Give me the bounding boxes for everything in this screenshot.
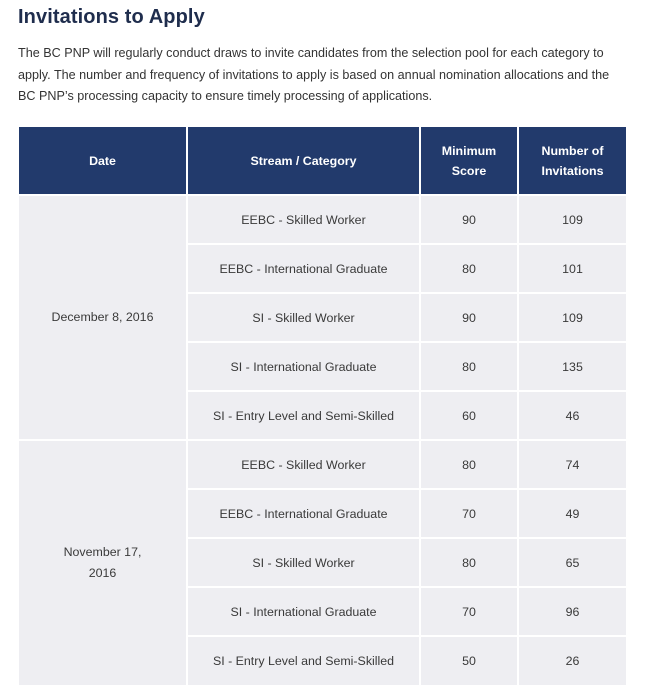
min-score-cell: 50 [420, 636, 518, 685]
invitations-cell: 49 [518, 489, 626, 538]
table-row [19, 440, 626, 489]
invitations-cell: 46 [518, 391, 626, 440]
invitations-cell: 65 [518, 538, 626, 587]
stream-cell: EEBC - Skilled Worker [187, 440, 420, 489]
min-score-cell: 80 [420, 244, 518, 293]
stream-cell: SI - International Graduate [187, 342, 420, 391]
header-number-of-invitations [518, 127, 626, 195]
header-row [19, 127, 626, 195]
table-header [19, 127, 626, 195]
invitations-cell: 109 [518, 293, 626, 342]
min-score-cell: 90 [420, 195, 518, 244]
header-minimum-score [420, 127, 518, 195]
date-cell-nov-17-2016 [19, 440, 187, 685]
stream-cell: SI - International Graduate [187, 587, 420, 636]
header-minimum-score-line1: Minimum [441, 143, 497, 158]
invitations-cell: 135 [518, 342, 626, 391]
min-score-cell: 70 [420, 489, 518, 538]
date-cell-dec-8-2016: December 8, 2016 [19, 195, 187, 440]
date-line2: 2016 [88, 566, 117, 580]
intro-paragraph: The BC PNP will regularly conduct draws to invite candidates from the selection pool for each category to apply. The number and frequency of invitations to apply is based on annual nomination allocations and the BC PNP’s processing capacity to ensure timely processing of applications. [18, 46, 610, 103]
invitations-cell: 101 [518, 244, 626, 293]
header-invitations-line2: Invitations [541, 163, 604, 178]
invitations-table [19, 127, 626, 685]
header-stream-category: Stream / Category [187, 127, 420, 195]
min-score-cell: 60 [420, 391, 518, 440]
stream-cell: SI - Skilled Worker [187, 538, 420, 587]
header-minimum-score-line2: Score [451, 163, 487, 178]
table-body [19, 195, 626, 685]
stream-cell: EEBC - Skilled Worker [187, 195, 420, 244]
min-score-cell: 80 [420, 440, 518, 489]
stream-cell: EEBC - International Graduate [187, 489, 420, 538]
invitations-cell: 109 [518, 195, 626, 244]
page-title: Invitations to Apply [18, 6, 205, 28]
stream-cell: SI - Entry Level and Semi-Skilled [187, 636, 420, 685]
min-score-cell: 80 [420, 342, 518, 391]
min-score-cell: 80 [420, 538, 518, 587]
invitations-cell: 74 [518, 440, 626, 489]
stream-cell: SI - Entry Level and Semi-Skilled [187, 391, 420, 440]
min-score-cell: 70 [420, 587, 518, 636]
stream-cell: EEBC - International Graduate [187, 244, 420, 293]
header-invitations-line1: Number of [541, 143, 604, 158]
min-score-cell: 90 [420, 293, 518, 342]
date-line1: November 17, [63, 545, 142, 559]
invitations-cell: 26 [518, 636, 626, 685]
header-date: Date [19, 127, 187, 195]
stream-cell: SI - Skilled Worker [187, 293, 420, 342]
invitations-cell: 96 [518, 587, 626, 636]
table-row [19, 195, 626, 244]
